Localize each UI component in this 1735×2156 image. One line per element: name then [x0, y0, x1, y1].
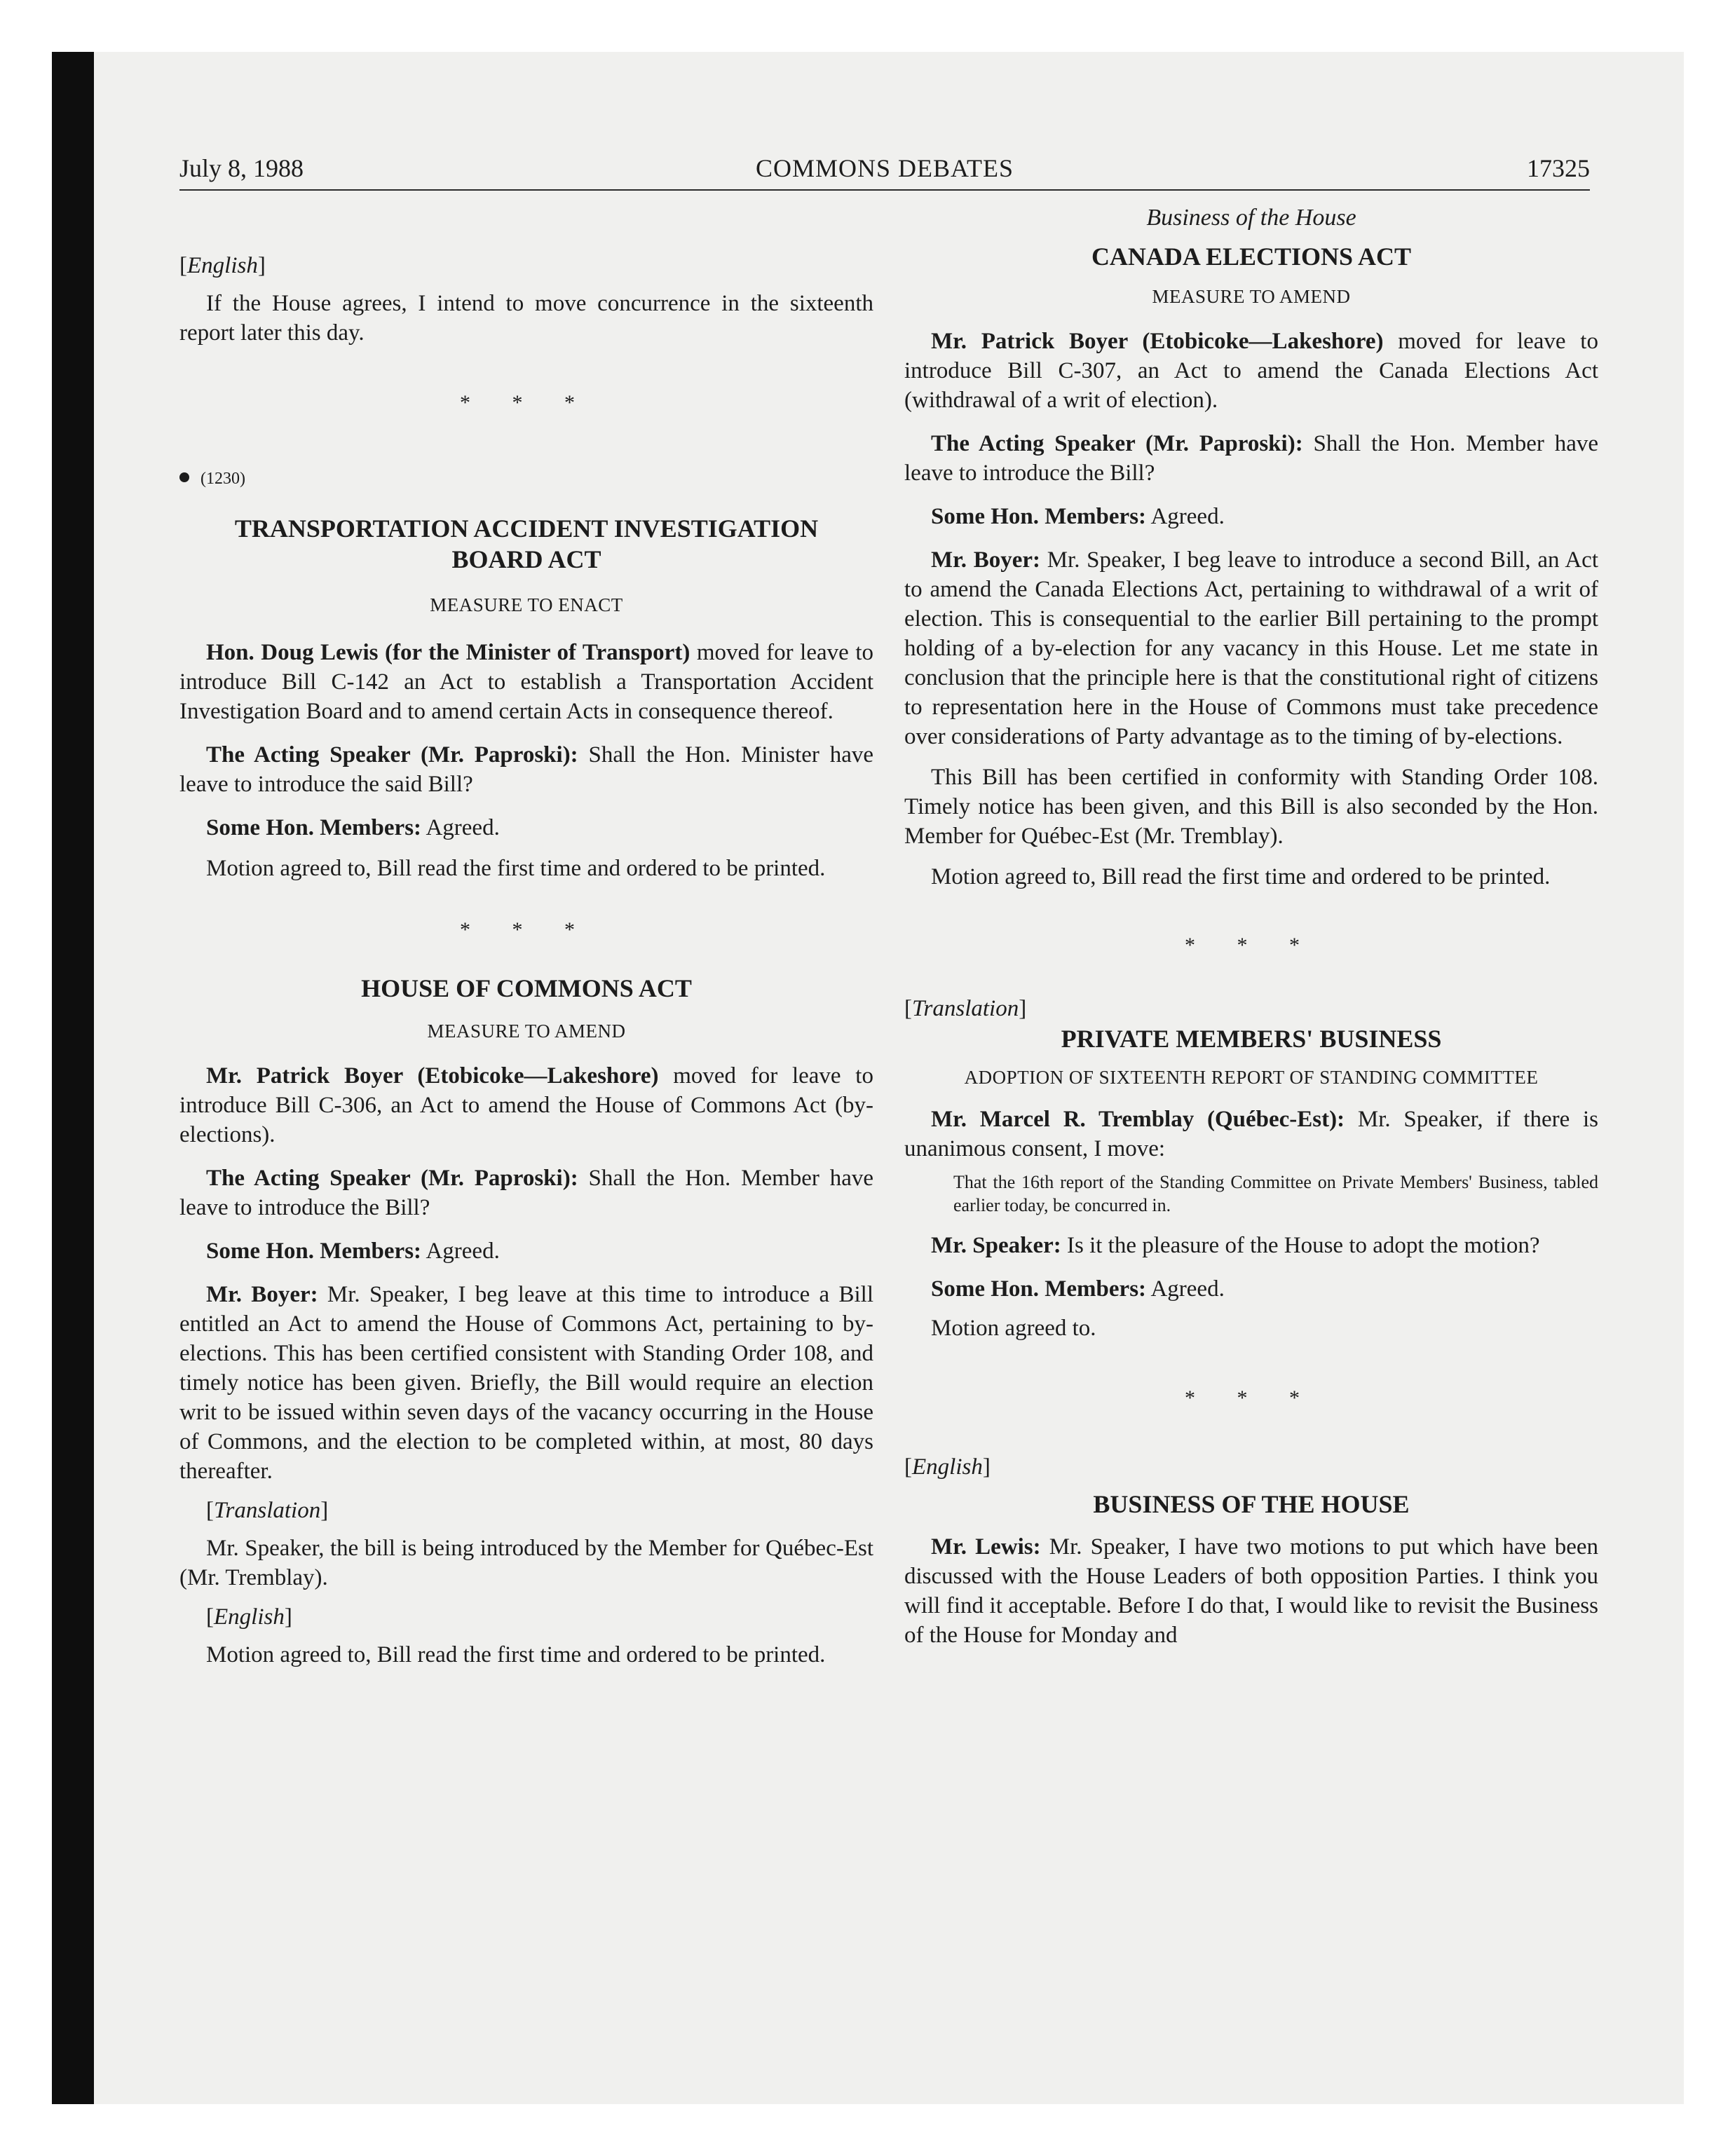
- paragraph: Mr. Speaker, the bill is being introduced by the Member for Québec-Est (Mr. Tremblay).: [179, 1536, 873, 1590]
- section-separator: * * *: [1185, 934, 1318, 957]
- section-heading: TRANSPORTATION ACCIDENT INVESTIGATION BOARD ACT: [234, 514, 819, 573]
- paragraph: Mr. Patrick Boyer (Etobicoke—Lakeshore) moved for leave to introduce Bill C-306, an Act to amend the House of Commons Act (by-elections).: [179, 1063, 873, 1147]
- header-date: July 8, 1988: [179, 154, 304, 182]
- paragraph: Mr. Speaker: Is it the pleasure of the House to adopt the motion?: [931, 1233, 1540, 1258]
- language-marker: [English]: [206, 1604, 292, 1630]
- speaker-name: Hon. Doug Lewis (for the Minister of Transport): [206, 640, 690, 665]
- section-heading: PRIVATE MEMBERS' BUSINESS: [1061, 1025, 1442, 1053]
- paragraph: Some Hon. Members: Agreed.: [931, 1276, 1225, 1302]
- speaker-name: Mr. Patrick Boyer (Etobicoke—Lakeshore): [206, 1063, 659, 1089]
- paragraph: Hon. Doug Lewis (for the Minister of Transport) moved for leave to introduce Bill C-142 an Act to establish a Transportation Accident Investigation Board and to amend certain Acts in consequence thereof.: [179, 640, 873, 724]
- speaker-name: Some Hon. Members:: [931, 504, 1147, 529]
- paragraph: The Acting Speaker (Mr. Paproski): Shall the Hon. Member have leave to introduce the Bill?: [179, 1166, 873, 1220]
- paragraph: Mr. Boyer: Mr. Speaker, I beg leave to introduce a second Bill, an Act to amend the Canada Elections Act, pertaining to withdrawal of a writ of election. This is consequential to the earlier Bill pertaining to the prompt holding of a by-election for any vacancy in this House. Let me state in conclusion that the principle here is that the constitutional right of citizens to representation here in the House of Commons must take precedence over considerations of Party advantage as to the timing of by-elections.: [904, 547, 1598, 749]
- language-marker: [English]: [904, 1454, 991, 1480]
- header-title: COMMONS DEBATES: [755, 154, 1014, 182]
- speaker-name: Mr. Boyer:: [206, 1282, 318, 1307]
- section-heading: BUSINESS OF THE HOUSE: [1093, 1490, 1410, 1518]
- section-heading: HOUSE OF COMMONS ACT: [361, 974, 692, 1002]
- paragraph: Motion agreed to, Bill read the first time and ordered to be printed.: [931, 864, 1551, 889]
- speaker-name: The Acting Speaker (Mr. Paproski):: [206, 742, 578, 767]
- language-marker: [Translation]: [206, 1498, 329, 1523]
- section-subheading: MEASURE TO AMEND: [427, 1021, 626, 1042]
- speaker-name: Mr. Boyer:: [931, 547, 1041, 573]
- paragraph: Mr. Boyer: Mr. Speaker, I beg leave at this time to introduce a Bill entitled an Act to amend the House of Commons Act, pertaining to by-elections. This has been certified consistent with Standing Order 108, and timely notice has been given. Briefly, the Bill would require an election writ to be issued within seven days of the vacancy occurring in the House of Commons, and the election to be completed within, at most, 80 days thereafter.: [179, 1282, 873, 1484]
- language-marker: [Translation]: [904, 996, 1027, 1021]
- left-column: [179, 203, 873, 1670]
- bullet-icon: [179, 472, 189, 482]
- section-subheading: ADOPTION OF SIXTEENTH REPORT OF STANDING COMMITTEE: [964, 1067, 1539, 1088]
- section-subheading: MEASURE TO ENACT: [430, 594, 623, 615]
- motion-quote: That the 16th report of the Standing Committee on Private Members' Business, tabled earlier today, be concurred in.: [953, 1172, 1598, 1215]
- paragraph: This Bill has been certified in conformity with Standing Order 108. Timely notice has been given, and this Bill is also seconded by the Hon. Member for Québec-Est (Mr. Tremblay).: [904, 765, 1598, 849]
- speaker-name: Mr. Lewis:: [931, 1534, 1041, 1560]
- paragraph: Motion agreed to.: [931, 1316, 1096, 1341]
- paragraph: The Acting Speaker (Mr. Paproski): Shall the Hon. Minister have leave to introduce the said Bill?: [179, 742, 873, 797]
- paragraph: Mr. Patrick Boyer (Etobicoke—Lakeshore) moved for leave to introduce Bill C-307, an Act to amend the Canada Elections Act (withdrawal of a writ of election).: [904, 329, 1598, 413]
- paragraph: Mr. Lewis: Mr. Speaker, I have two motions to put which have been discussed with the House Leaders of both opposition Parties. I think you will find it acceptable. Before I do that, I would like to revisit the Business of the House for Monday and: [904, 1534, 1598, 1648]
- section-separator: * * *: [1185, 1386, 1318, 1410]
- speaker-name: Mr. Marcel R. Tremblay (Québec-Est):: [931, 1107, 1345, 1132]
- paragraph: Motion agreed to, Bill read the first time and ordered to be printed.: [206, 1642, 826, 1667]
- section-subheading: MEASURE TO AMEND: [1152, 286, 1351, 307]
- speaker-name: Some Hon. Members:: [206, 815, 422, 840]
- paragraph: If the House agrees, I intend to move concurrence in the sixteenth report later this day.: [179, 291, 873, 346]
- paragraph: Some Hon. Members: Agreed.: [206, 815, 500, 840]
- speaker-name: The Acting Speaker (Mr. Paproski):: [931, 431, 1303, 456]
- speaker-name: Some Hon. Members:: [931, 1276, 1147, 1302]
- section-separator: * * *: [460, 918, 593, 941]
- page-caption: Business of the House: [1146, 205, 1356, 231]
- paragraph: Mr. Marcel R. Tremblay (Québec-Est): Mr. Speaker, if there is unanimous consent, I move:: [904, 1107, 1598, 1161]
- speaker-name: Mr. Speaker:: [931, 1233, 1061, 1258]
- paragraph: The Acting Speaker (Mr. Paproski): Shall the Hon. Member have leave to introduce the Bill?: [904, 431, 1598, 486]
- paragraph: Motion agreed to, Bill read the first time and ordered to be printed.: [206, 856, 826, 881]
- running-header: [179, 153, 1590, 191]
- header-page-number: 17325: [1527, 154, 1590, 182]
- section-separator: * * *: [460, 391, 593, 414]
- time-marker: (1230): [179, 464, 873, 493]
- speaker-name: Some Hon. Members:: [206, 1239, 422, 1264]
- language-marker: [English]: [179, 253, 266, 278]
- speaker-name: The Acting Speaker (Mr. Paproski):: [206, 1166, 578, 1191]
- paragraph: Some Hon. Members: Agreed.: [931, 504, 1225, 529]
- paragraph: Some Hon. Members: Agreed.: [206, 1239, 500, 1264]
- right-column: [904, 203, 1598, 1650]
- section-heading: CANADA ELECTIONS ACT: [1091, 243, 1412, 271]
- speaker-name: Mr. Patrick Boyer (Etobicoke—Lakeshore): [931, 329, 1384, 354]
